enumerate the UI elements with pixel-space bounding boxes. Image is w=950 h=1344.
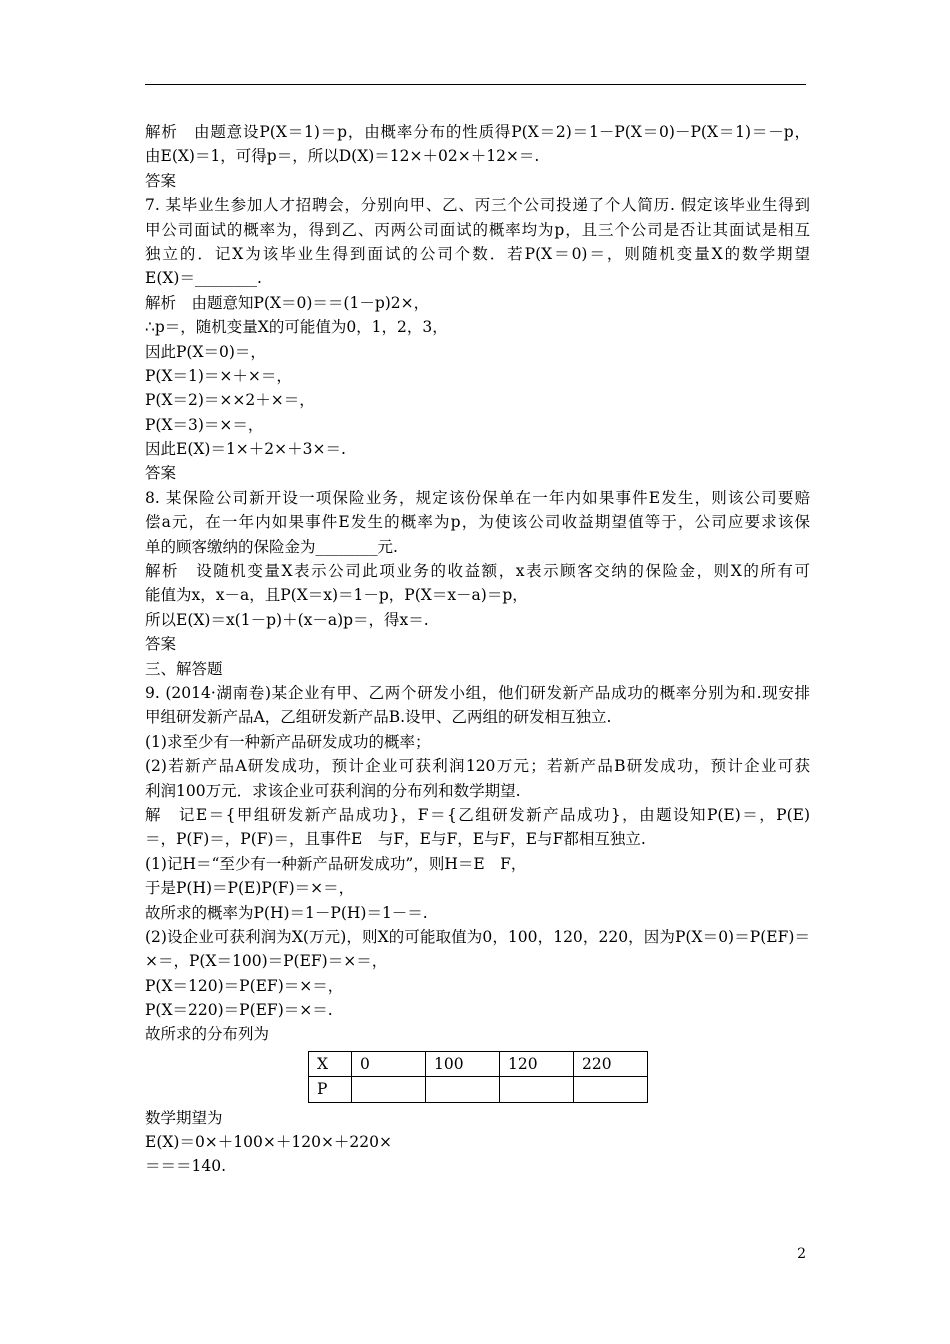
table-cell [500, 1077, 574, 1102]
text-line: (1)求至少有一种新产品研发成功的概率； [145, 732, 431, 751]
text-line: 所以E(X)＝x(1－p)＋(x－a)p＝，得x＝. [145, 610, 429, 629]
text-line: 独立的．记X为该毕业生得到面试的公司个数．若P(X＝0)＝，则随机变量X的数学期望 [145, 244, 810, 263]
text-line: 能值为x，x－a，且P(X＝x)＝1－p，P(X＝x－a)＝p， [145, 586, 528, 605]
text-line: 8. 某保险公司新开设一项保险业务，规定该份保单在一年内如果事件E发生，则该公司要赔 [145, 488, 810, 507]
text-line: 因此E(X)＝1×＋2×＋3×＝. [145, 440, 346, 459]
text-line: 答案 [145, 635, 177, 654]
table-row [309, 1051, 648, 1076]
text-line: 解 记E＝{甲组研发新产品成功}，F＝{乙组研发新产品成功}，由题设知P(E)＝，P(E) [145, 805, 810, 824]
text-line: 单的顾客缴纳的保险金为________元. [145, 537, 398, 556]
text-line: 于是P(H)＝P(E)P(F)＝×＝， [145, 879, 355, 898]
text-line: 因此P(X＝0)＝， [145, 342, 266, 361]
text-line: 解析 由题意知P(X＝0)＝＝(1－p)2×， [145, 293, 430, 312]
text-line: (2)设企业可获利润为X(万元)，则X的可能取值为0，100，120，220，因为P(X＝0)＝P(EF)＝ [145, 927, 810, 946]
table-cell: 120 [500, 1051, 574, 1076]
text-line: 解析 设随机变量X表示公司此项业务的收益额，x表示顾客交纳的保险金，则X的所有可 [145, 562, 810, 581]
header-rule [145, 84, 806, 85]
text-line: 答案 [145, 171, 177, 190]
text-line: ×＝，P(X＝100)＝P(EF)＝×＝， [145, 952, 388, 971]
table-cell [352, 1077, 426, 1102]
text-line: (2)若新产品A研发成功，预计企业可获利润120万元；若新产品B研发成功，预计企业可获 [145, 757, 810, 776]
text-line: 解析 由题意设P(X＝1)＝p，由概率分布的性质得P(X＝2)＝1－P(X＝0)－P(X＝1)＝－p， [145, 123, 810, 141]
text-line: (1)记H＝“至少有一种新产品研发成功”，则H＝E F， [145, 854, 527, 873]
text-line: 7. 某毕业生参加人才招聘会，分别向甲、乙、丙三个公司投递了个人简历. 假定该毕业生得到 [145, 196, 810, 215]
text-line: 9. (2014·湖南卷)某企业有甲、乙两个研发小组，他们研发新产品成功的概率分别为和.现安排 [145, 683, 810, 702]
distribution-table [308, 1051, 648, 1103]
text-block-after-table [145, 1106, 810, 1179]
text-line: 甲组研发新产品A，乙组研发新产品B.设甲、乙两组的研发相互独立. [145, 708, 612, 727]
text-line: 偿a元，在一年内如果事件E发生的概率为p，为使该公司收益期望值等于，公司应要求该保 [145, 513, 810, 532]
table-row [309, 1077, 648, 1102]
text-line: 答案 [145, 464, 177, 483]
text-line: P(X＝2)＝××2＋×＝， [145, 391, 315, 410]
document-body [145, 120, 810, 1179]
text-line: P(X＝3)＝×＝， [145, 415, 264, 434]
page-number: 2 [797, 1246, 806, 1262]
text-line: 由E(X)＝1，可得p＝，所以D(X)＝12×＋02×＋12×＝. [145, 147, 540, 166]
text-line: 故所求的分布列为 [145, 1025, 270, 1044]
table-cell [426, 1077, 500, 1102]
text-line: 故所求的概率为P(H)＝1－P(H)＝1－＝. [145, 903, 428, 922]
text-line: 甲公司面试的概率为，得到乙、丙两公司面试的概率均为p，且三个公司是否让其面试是相互 [145, 220, 810, 239]
table-cell: 100 [426, 1051, 500, 1076]
table-cell: 220 [574, 1051, 648, 1076]
text-line: 数学期望为 [145, 1108, 223, 1127]
text-line: E(X)＝0×＋100×＋120×＋220× [145, 1133, 393, 1152]
table-cell [574, 1077, 648, 1102]
text-line: 利润100万元．求该企业可获利润的分布列和数学期望. [145, 781, 521, 800]
text-line: E(X)＝________. [145, 269, 262, 288]
table-cell: 0 [352, 1051, 426, 1076]
table-cell: P [309, 1077, 352, 1102]
text-line: P(X＝120)＝P(EF)＝×＝， [145, 976, 344, 995]
table-cell: X [309, 1051, 352, 1076]
text-line: P(X＝1)＝×＋×＝， [145, 366, 292, 385]
text-line: P(X＝220)＝P(EF)＝×＝. [145, 1001, 333, 1020]
text-block [145, 120, 810, 1047]
text-line: ＝，P(F)＝，P(F)＝，且事件E 与F，E与F，E与F，E与F都相互独立. [145, 830, 646, 849]
text-line: 三、解答题 [145, 659, 223, 678]
text-line: ＝＝＝140. [145, 1157, 227, 1176]
text-line: ∴p＝，随机变量X的可能值为0，1，2，3， [145, 318, 448, 337]
